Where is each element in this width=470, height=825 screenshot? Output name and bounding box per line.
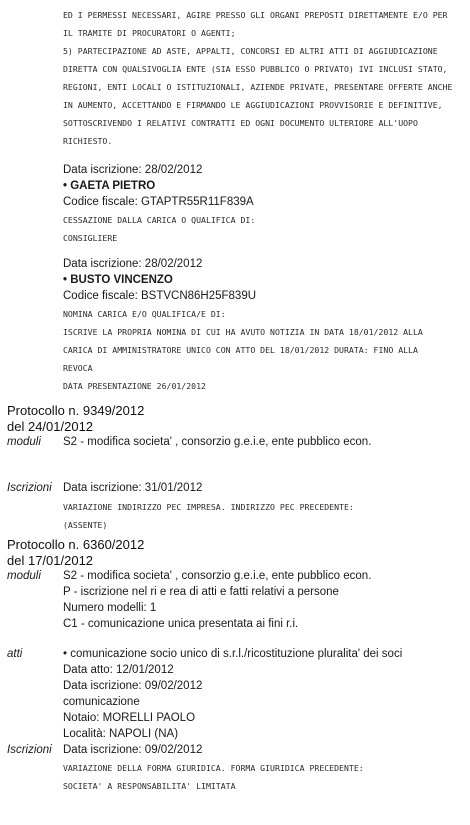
intro-line: REGIONI, ENTI LOCALI O ISTITUZIONALI, AZIENDE PRIVATE, PRESENTARE OFFERTE ANCHE xyxy=(63,82,453,92)
entry-detail-line: VARIAZIONE INDIRIZZO PEC IMPRESA. INDIRIZZO PEC PRECEDENTE: xyxy=(63,502,354,512)
entry-date: Data iscrizione: 09/02/2012 xyxy=(63,744,203,756)
intro-line: DIRETTA CON QUALSIVOGLIA ENTE (SIA ESSO PUBBLICO O PRIVATO) IVI INCLUSI STATO, xyxy=(63,64,448,74)
entry-detail-line: CARICA DI AMMINISTRATORE UNICO CON ATTO DEL 18/01/2012 DURATA: FINO ALLA xyxy=(63,345,418,355)
intro-line: RICHIESTO. xyxy=(63,136,113,146)
intro-line: IN AUMENTO, ACCETTANDO E FIRMANDO LE AGGIUDICAZIONI PROVVISORIE E DEFINITIVE, xyxy=(63,100,443,110)
act-type: comunicazione xyxy=(63,696,140,708)
section-label-iscrizioni: Iscrizioni xyxy=(7,744,52,756)
entry-person-name: • BUSTO VINCENZO xyxy=(63,274,173,286)
entry-date: Data iscrizione: 28/02/2012 xyxy=(63,258,203,270)
entry-detail-line: REVOCA xyxy=(63,363,93,373)
entry-detail-line: CONSIGLIERE xyxy=(63,233,118,243)
intro-line: SOTTOSCRIVENDO I RELATIVI CONTRATTI ED OGNI DOCUMENTO ULTERIORE ALL'UOPO xyxy=(63,118,418,128)
act-location: Località: NAPOLI (NA) xyxy=(63,728,179,740)
protocol-title: Protocollo n. 6360/2012 xyxy=(7,537,145,552)
section-label-moduli: moduli xyxy=(7,436,41,448)
section-label-moduli: moduli xyxy=(7,570,41,582)
module-count: Numero modelli: 1 xyxy=(63,602,157,614)
module-item: S2 - modifica societa' , consorzio g.e.i.e, ente pubblico econ. xyxy=(63,436,372,448)
entry-fiscal-code: Codice fiscale: GTAPTR55R11F839A xyxy=(63,196,254,208)
entry-detail-line: CESSAZIONE DALLA CARICA O QUALIFICA DI: xyxy=(63,215,256,225)
module-item: C1 - comunicazione unica presentata ai fini r.i. xyxy=(63,618,299,630)
entry-date: Data iscrizione: 28/02/2012 xyxy=(63,164,203,176)
protocol-title: Protocollo n. 9349/2012 xyxy=(7,403,145,418)
act-registration-date: Data iscrizione: 09/02/2012 xyxy=(63,680,203,692)
protocol-date: del 17/01/2012 xyxy=(7,553,94,568)
entry-detail-line: ISCRIVE LA PROPRIA NOMINA DI CUI HA AVUTO NOTIZIA IN DATA 18/01/2012 ALLA xyxy=(63,327,423,337)
intro-line: 5) PARTECIPAZIONE AD ASTE, APPALTI, CONCORSI ED ALTRI ATTI DI AGGIUDICAZIONE xyxy=(63,46,438,56)
entry-detail-line: VARIAZIONE DELLA FORMA GIURIDICA. FORMA GIURIDICA PRECEDENTE: xyxy=(63,763,364,773)
entry-detail-line: NOMINA CARICA E/O QUALIFICA/E DI: xyxy=(63,309,226,319)
protocol-date: del 24/01/2012 xyxy=(7,419,94,434)
module-item: S2 - modifica societa' , consorzio g.e.i.e, ente pubblico econ. xyxy=(63,570,372,582)
entry-date: Data iscrizione: 31/01/2012 xyxy=(63,482,203,494)
act-notary: Notaio: MORELLI PAOLO xyxy=(63,712,196,724)
act-date: Data atto: 12/01/2012 xyxy=(63,664,174,676)
section-label-iscrizioni: Iscrizioni xyxy=(7,482,52,494)
act-title: • comunicazione socio unico di s.r.l./ricostituzione pluralita' dei soci xyxy=(63,648,403,660)
entry-detail-line: (ASSENTE) xyxy=(63,520,108,530)
intro-line: IL TRAMITE DI PROCURATORI O AGENTI; xyxy=(63,28,236,38)
entry-detail-line: SOCIETA' A RESPONSABILITA' LIMITATA xyxy=(63,781,236,791)
entry-person-name: • GAETA PIETRO xyxy=(63,180,156,192)
entry-detail-line: DATA PRESENTAZIONE 26/01/2012 xyxy=(63,381,206,391)
section-label-atti: atti xyxy=(7,648,23,660)
module-item: P - iscrizione nel ri e rea di atti e fatti relativi a persone xyxy=(63,586,339,598)
entry-fiscal-code: Codice fiscale: BSTVCN86H25F839U xyxy=(63,290,257,302)
intro-line: ED I PERMESSI NECESSARI, AGIRE PRESSO GLI ORGANI PREPOSTI DIRETTAMENTE E/O PER xyxy=(63,10,448,20)
